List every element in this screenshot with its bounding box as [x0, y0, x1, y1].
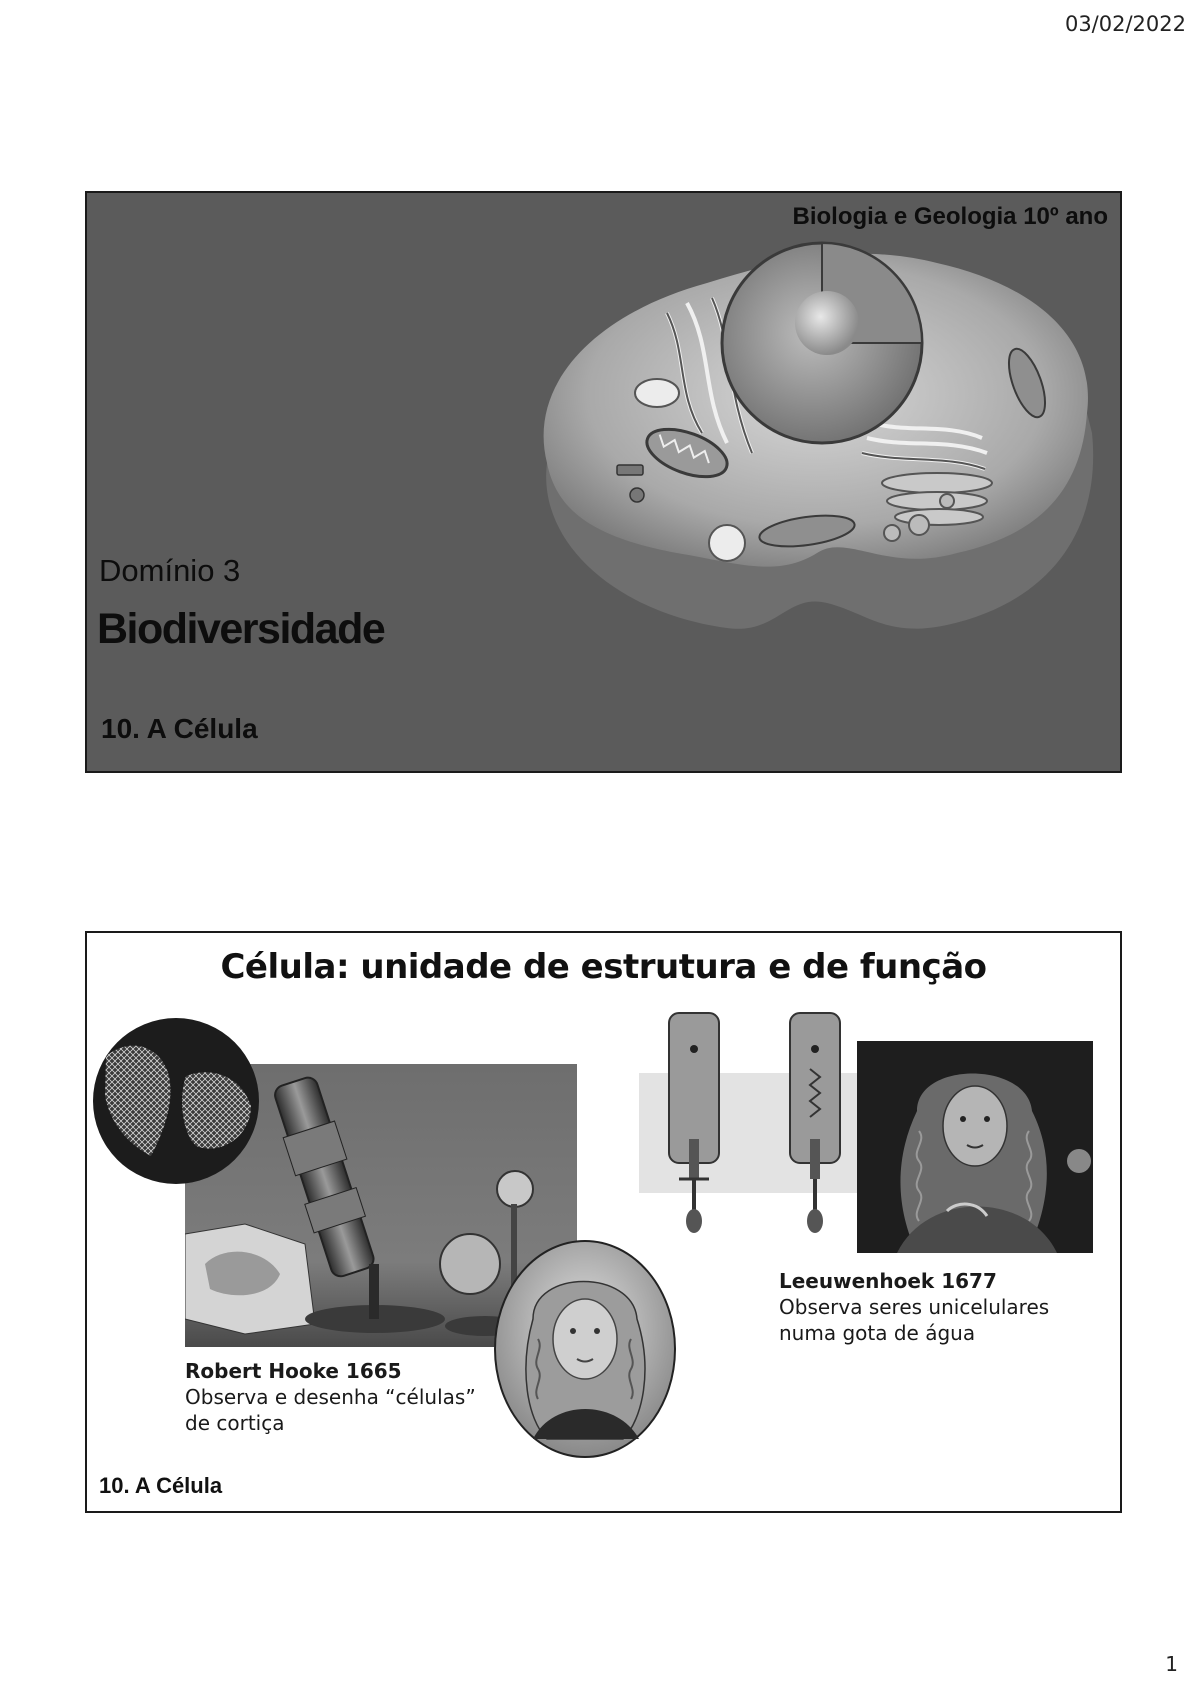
slide-title-text: Célula: unidade de estrutura e de função — [220, 947, 987, 987]
leeuwenhoek-desc-line2: numa gota de água — [779, 1321, 976, 1345]
leeuwenhoek-desc-line1: Observa seres unicelulares — [779, 1295, 1050, 1319]
leeuwenhoek-microscope-front — [659, 1009, 729, 1237]
slide-title — [85, 191, 1122, 773]
domain-label: Domínio 3 — [99, 553, 241, 588]
hooke-name: Robert Hooke 1665 — [185, 1359, 402, 1383]
page-number: 1 — [1165, 1652, 1178, 1676]
hooke-caption — [185, 1358, 485, 1436]
leeuwenhoek-microscope-back — [780, 1009, 850, 1237]
cork-cells-drawing — [91, 1016, 261, 1186]
slide-main-title: Biodiversidade — [97, 605, 385, 653]
slide-cell-history — [85, 931, 1122, 1513]
hooke-desc-line1: Observa e desenha “células” — [185, 1385, 476, 1409]
course-label: Biologia e Geologia 10º ano — [792, 203, 1108, 230]
animal-cell-illustration — [527, 233, 1107, 653]
page-date: 03/02/2022 — [1064, 12, 1186, 36]
hooke-desc-line2: de cortiça — [185, 1411, 285, 1435]
leeuwenhoek-portrait — [857, 1041, 1093, 1253]
section-label: 10. A Célula — [99, 1473, 223, 1498]
section-label: 10. A Célula — [101, 713, 258, 744]
leeuwenhoek-caption — [779, 1268, 1079, 1346]
robert-hooke-portrait — [493, 1239, 677, 1459]
leeuwenhoek-name: Leeuwenhoek 1677 — [779, 1269, 997, 1293]
